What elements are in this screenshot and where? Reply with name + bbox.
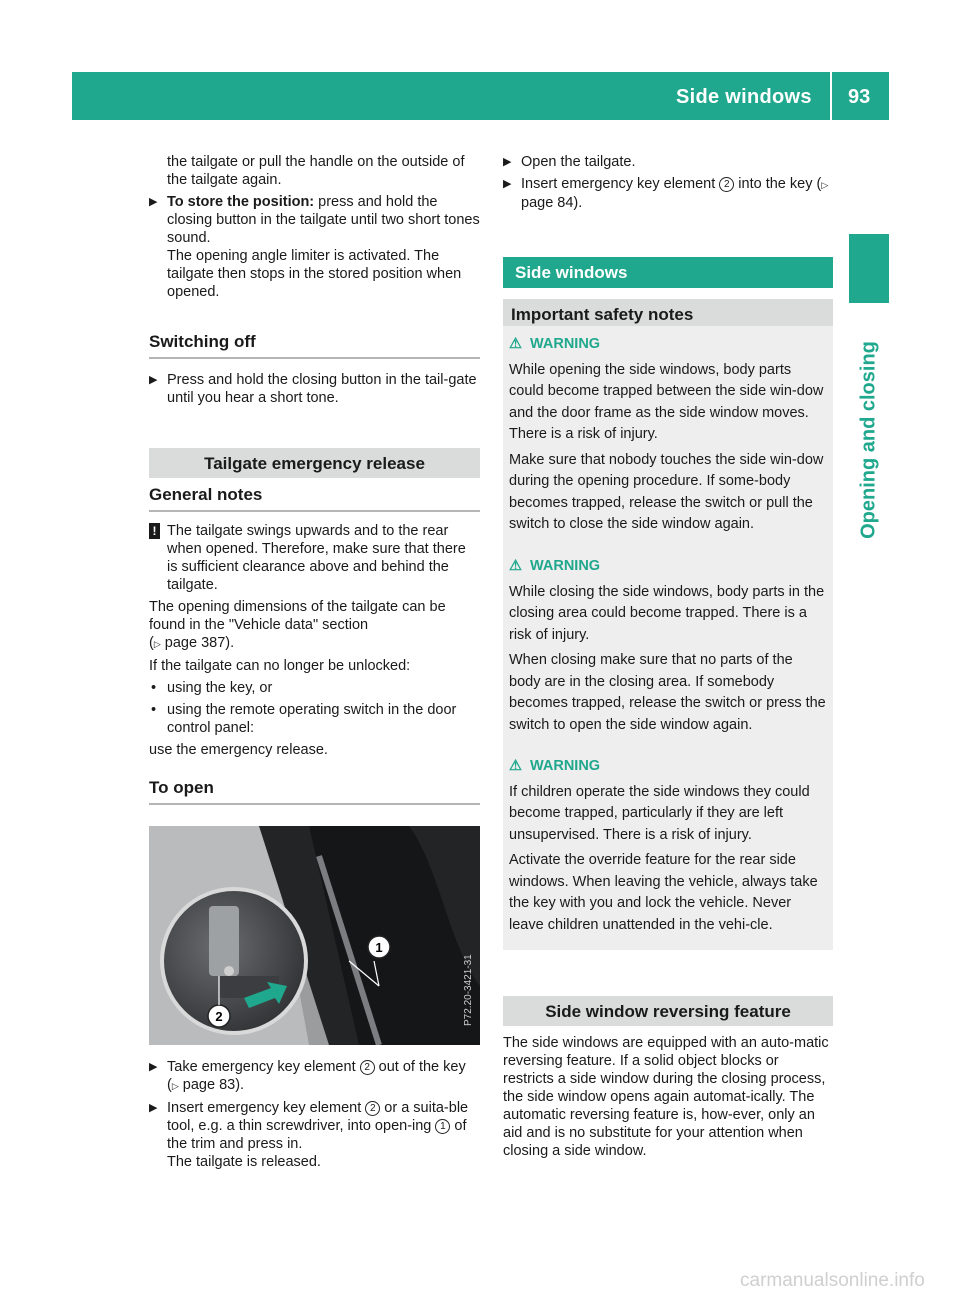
caution-note-text: The tailgate swings upwards and to the rear when opened. Therefore, make sure that there is sufficient clearance above and behind the tailgate. — [167, 523, 466, 593]
callout-2-icon: 2 — [365, 1101, 380, 1116]
warning-2-text: While closing the side windows, body parts in the closing area could become trapped. There is a risk of injury. — [509, 583, 825, 643]
arrow-bullet-icon: ▶ — [503, 156, 512, 168]
reversing-section — [503, 996, 833, 1160]
left-column-top — [149, 153, 480, 301]
warning-triangle-icon: ⚠ — [509, 558, 522, 574]
side-tab-label: Opening and closing — [857, 341, 880, 539]
to-open-steps — [149, 1058, 480, 1171]
unlock-intro: If the tailgate can no longer be unlocked: — [149, 658, 411, 674]
page-ref-icon: ▷ — [153, 639, 161, 649]
exclamation-icon: ! — [149, 523, 160, 539]
side-tab-marker — [849, 234, 889, 303]
insert-key-page-ref[interactable]: page 84). — [521, 195, 583, 211]
figure-code: P72.20-3421-31 — [463, 954, 474, 1026]
callout-1-icon: 1 — [435, 1119, 450, 1134]
reversing-heading: Side window reversing feature — [503, 996, 833, 1026]
continued-text: the tailgate or pull the handle on the outside of the tailgate again. — [167, 154, 465, 188]
warning-label: WARNING — [530, 758, 601, 774]
emergency-release-heading: Tailgate emergency release — [149, 448, 480, 478]
side-windows-section — [503, 257, 833, 329]
page-number: 93 — [848, 86, 871, 108]
store-position-label: To store the position: — [167, 194, 315, 210]
warning-triangle-icon: ⚠ — [509, 758, 522, 774]
bullet-icon: • — [151, 680, 157, 696]
callout-2-icon: 2 — [719, 177, 734, 192]
bullet-icon: • — [151, 702, 157, 718]
caution-note — [149, 522, 480, 594]
insert-key-text-a: Insert emergency key element — [521, 176, 720, 192]
right-column-top — [503, 153, 833, 212]
arrow-bullet-icon: ▶ — [149, 374, 158, 386]
safety-notes-heading: Important safety notes — [503, 299, 833, 329]
step-insert-key — [149, 1099, 480, 1153]
insert-key-step — [503, 175, 833, 212]
warning-box-3 — [503, 748, 833, 950]
open-tailgate-step — [503, 153, 833, 171]
callout-1-label: 1 — [375, 940, 383, 955]
step2-result: The tailgate is released. — [167, 1154, 321, 1170]
step1-page-ref[interactable]: page 83). — [182, 1077, 245, 1093]
dimensions-page-ref[interactable]: page 387). — [164, 635, 235, 651]
warning-1-text: While opening the side windows, body parts could become trapped between the side win-dow and the door frame as the side window moves. There is a risk of injury. — [509, 361, 824, 442]
arrow-bullet-icon: ▶ — [149, 1102, 158, 1114]
warning-label: WARNING — [530, 336, 601, 352]
warning-triangle-icon: ⚠ — [509, 336, 522, 352]
use-release-text: use the emergency release. — [149, 742, 328, 758]
header-divider — [830, 72, 832, 120]
watermark: carmanualsonline.info — [740, 1270, 925, 1291]
store-position-text: press and hold the closing button in the tailgate until two short tones sound. — [167, 194, 480, 246]
step2-text-b: or a suita-ble tool, e.g. a thin screwdriver, into open-ing — [167, 1100, 469, 1134]
warning-label: WARNING — [530, 558, 601, 574]
arrow-bullet-icon: ▶ — [149, 1061, 158, 1073]
dimensions-body: The opening dimensions of the tailgate can be found in the "Vehicle data" section — [149, 599, 446, 633]
warning-2-instruction: When closing make sure that no parts of the body are in the closing area. If somebody becomes trapped, release the switch or press the switch to open the side window again. — [509, 652, 826, 733]
tailgate-release-illustration — [149, 826, 480, 1045]
arrow-bullet-icon: ▶ — [149, 196, 158, 208]
switching-off-step — [149, 371, 480, 407]
warning-box-1 — [503, 326, 833, 550]
switching-off-heading: Switching off — [149, 333, 480, 359]
page-header — [72, 72, 889, 120]
unlock-item-text: using the key, or — [167, 680, 273, 696]
emergency-release-section — [149, 448, 480, 805]
step2-text-c: of the trim and press in. — [167, 1118, 467, 1152]
step2-text-a: Insert emergency key element — [167, 1100, 366, 1116]
warning-3-text: If children operate the side windows they could become trapped, particularly if they are left unsupervised. There is a risk of injury. — [509, 783, 810, 843]
side-windows-heading: Side windows — [503, 257, 833, 288]
warning-3-instruction: Activate the override feature for the rear side windows. When leaving the vehicle, always take the key with you and lock the vehicle. Never leave children unattended in the vehi-cle. — [509, 852, 818, 933]
callout-2-icon: 2 — [360, 1060, 375, 1075]
callout-2-label: 2 — [215, 1009, 223, 1024]
switching-off-section — [149, 333, 480, 407]
page-ref-icon: ▷ — [821, 180, 829, 190]
arrow-bullet-icon: ▶ — [503, 178, 512, 190]
header-title: Side windows — [676, 86, 812, 108]
tailgate-release-figure — [149, 826, 480, 1045]
warning-1-instruction: Make sure that nobody touches the side win-dow during the opening procedure. If some-body becomes trapped, release the switch or pull the switch to close the side window again. — [509, 451, 824, 532]
store-position-result: The opening angle limiter is activated. The tailgate then stops in the stored position when opened. — [167, 248, 462, 300]
store-position-step — [149, 193, 480, 247]
open-tailgate-text: Open the tailgate. — [521, 154, 636, 170]
step1-text-b: out of the key ( — [167, 1059, 466, 1093]
unlock-item-text: using the remote operating switch in the door control panel: — [167, 702, 457, 736]
insert-key-text-b: into the key ( — [734, 176, 822, 192]
page-ref-icon: ▷ — [171, 1081, 179, 1091]
dimensions-text: The opening dimensions of the tailgate can be found in the "Vehicle data" section (▷ page 387). — [149, 599, 446, 651]
step1-text-a: Take emergency key element — [167, 1059, 360, 1075]
warning-box-2 — [503, 548, 833, 750]
step-take-key — [149, 1058, 480, 1095]
general-notes-heading: General notes — [149, 486, 480, 512]
unlock-item — [149, 701, 480, 737]
reversing-text: The side windows are equipped with an auto-matic reversing feature. If a solid object blocks or restricts a side window during the closing process, the side window opens again automat-ically. The automatic reversing feature is, how-ever, only an aid and is no substitute for your attention when closing a side window. — [503, 1035, 829, 1159]
unlock-item — [149, 679, 480, 697]
switching-off-step-text: Press and hold the closing button in the tail-gate until you hear a short tone. — [167, 372, 477, 406]
to-open-heading: To open — [149, 779, 480, 805]
